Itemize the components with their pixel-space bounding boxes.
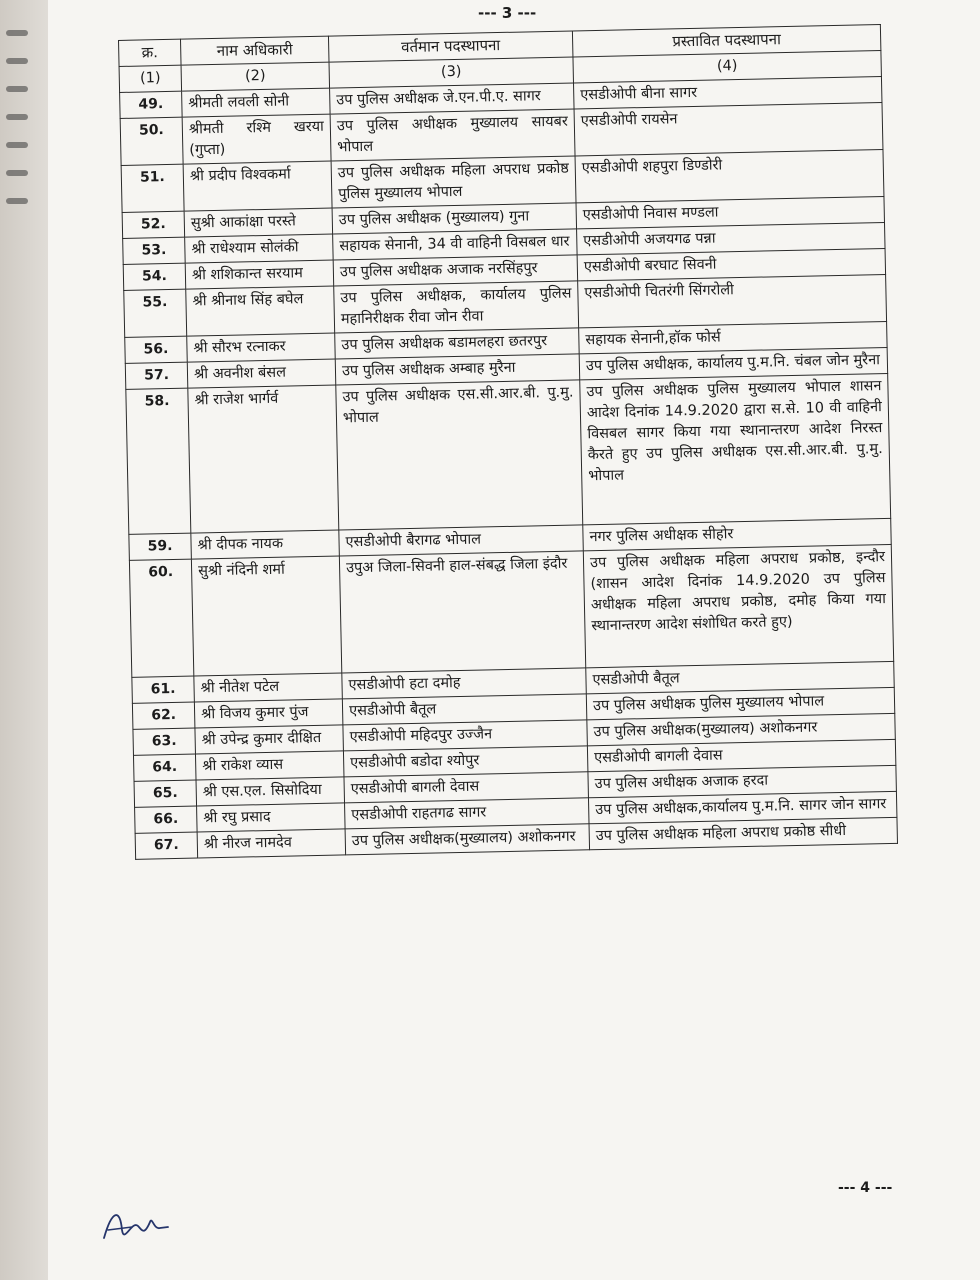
officer-name-cell: श्रीमती लवली सोनी xyxy=(182,88,331,117)
binding-mark xyxy=(6,30,28,36)
serial-cell: 59. xyxy=(129,533,192,560)
serial-cell: 53. xyxy=(123,237,186,264)
serial-cell: 67. xyxy=(135,832,198,859)
serial-cell: 56. xyxy=(125,336,188,363)
serial-cell: 63. xyxy=(133,728,196,755)
proposed-posting-cell: एसडीओपी बरघाट सिवनी xyxy=(577,248,885,280)
current-posting-cell: उप पुलिस अधीक्षक मुख्यालय सायबर भोपाल xyxy=(330,109,575,161)
proposed-posting-cell: उप पुलिस अधीक्षक,कार्यालय पु.म.नि. सागर जोन सागर xyxy=(588,791,896,823)
current-posting-cell: उप पुलिस अधीक्षक(मुख्यालय) अशोकनगर xyxy=(345,824,589,855)
officer-name-cell: श्री प्रदीप विश्वकर्मा xyxy=(183,161,332,211)
officer-name-cell: श्री श्रीनाथ सिंह बघेल xyxy=(186,286,335,336)
officer-name-cell: श्री विजय कुमार पुंज xyxy=(194,699,343,728)
proposed-posting-cell: उप पुलिस अधीक्षक, कार्यालय पु.म.नि. चंबल जोन मुरैना xyxy=(579,347,887,379)
officer-name-cell: श्री अवनीश बंसल xyxy=(187,359,336,388)
header-officer-name: नाम अधिकारी xyxy=(180,36,329,65)
proposed-posting-cell: एसडीओपी अजयगढ पन्ना xyxy=(577,222,885,254)
current-posting-cell: एसडीओपी बैरागढ भोपाल xyxy=(339,525,583,556)
officer-name-cell: श्री राकेश व्यास xyxy=(195,751,344,780)
current-posting-cell: उपुअ जिला-सिवनी हाल-संबद्ध जिला इंदौर xyxy=(339,551,585,673)
serial-cell: 58. xyxy=(126,388,191,534)
binding-mark xyxy=(6,142,28,148)
proposed-posting-cell: एसडीओपी रायसेन xyxy=(574,103,883,156)
proposed-posting-cell: उप पुलिस अधीक्षक(मुख्यालय) अशोकनगर xyxy=(587,713,895,745)
proposed-posting-cell: उप पुलिस अधीक्षक पुलिस मुख्यालय भोपाल xyxy=(586,687,894,719)
column-number: (3) xyxy=(329,57,573,88)
header-serial: क्र. xyxy=(119,39,182,66)
current-posting-cell: उप पुलिस अधीक्षक एस.सी.आर.बी. पु.मु. भोपाल xyxy=(336,380,583,530)
binding-mark xyxy=(6,86,28,92)
signature-mark xyxy=(98,1200,178,1250)
proposed-posting-cell: सहायक सेनानी,हॉक फोर्स xyxy=(579,321,887,353)
header-proposed-posting: प्रस्तावित पदस्थापना xyxy=(572,25,880,57)
serial-cell: 52. xyxy=(122,211,185,238)
serial-cell: 66. xyxy=(135,806,198,833)
officer-name-cell: श्री नीरज नामदेव xyxy=(197,829,346,858)
officer-name-cell: सुश्री नंदिनी शर्मा xyxy=(191,556,341,676)
current-posting-cell: उप पुलिस अधीक्षक, कार्यालय पुलिस महानिरीक्षक रीवा जोन रीवा xyxy=(334,281,579,333)
officer-name-cell: श्री दीपक नायक xyxy=(191,530,340,559)
current-posting-cell: एसडीओपी महिदपुर उज्जैन xyxy=(343,720,587,751)
serial-cell: 50. xyxy=(120,117,183,165)
officer-name-cell: श्री सौरभ रत्नाकर xyxy=(187,333,336,362)
proposed-posting-cell: उप पुलिस अधीक्षक महिला अपराध प्रकोष्ठ सीधी xyxy=(589,817,897,849)
officer-name-cell: श्री नीतेश पटेल xyxy=(194,673,343,702)
proposed-posting-cell: एसडीओपी बागली देवास xyxy=(587,739,895,771)
current-posting-cell: एसडीओपी हटा दमोह xyxy=(342,668,586,699)
binding-mark xyxy=(6,114,28,120)
officer-name-cell: श्री रघु प्रसाद xyxy=(197,803,346,832)
posting-table xyxy=(118,24,898,860)
serial-cell: 54. xyxy=(123,263,186,290)
serial-cell: 55. xyxy=(124,289,187,337)
current-posting-cell: उप पुलिस अधीक्षक अजाक नरसिंहपुर xyxy=(333,255,577,286)
proposed-posting-cell: नगर पुलिस अधीक्षक सीहोर xyxy=(583,518,891,550)
serial-cell: 65. xyxy=(134,780,197,807)
current-posting-cell: उप पुलिस अधीक्षक महिला अपराध प्रकोष्ठ पुलिस मुख्यालय भोपाल xyxy=(331,156,576,208)
page-number-top: --- 3 --- xyxy=(478,4,537,22)
current-posting-cell: उप पुलिस अधीक्षक बडामलहरा छतरपुर xyxy=(335,328,579,359)
proposed-posting-cell: एसडीओपी चितरंगी सिंगरोली xyxy=(578,274,887,327)
column-number: (4) xyxy=(573,51,881,83)
current-posting-cell: उप पुलिस अधीक्षक जे.एन.पी.ए. सागर xyxy=(330,83,574,114)
serial-cell: 57. xyxy=(125,362,188,389)
binding-mark xyxy=(6,198,28,204)
serial-cell: 62. xyxy=(132,702,195,729)
header-current-posting: वर्तमान पदस्थापना xyxy=(328,31,572,62)
serial-cell: 51. xyxy=(121,164,184,212)
table-row xyxy=(129,544,893,677)
proposed-posting-cell: एसडीओपी बैतूल xyxy=(586,661,894,693)
proposed-posting-cell: एसडीओपी बीना सागर xyxy=(573,77,881,109)
proposed-posting-cell: एसडीओपी शहपुरा डिण्डोरी xyxy=(575,150,884,203)
current-posting-cell: उप पुलिस अधीक्षक अम्बाह मुरैना xyxy=(335,354,579,385)
proposed-posting-cell: एसडीओपी निवास मण्डला xyxy=(576,196,884,228)
binding-mark xyxy=(6,170,28,176)
officer-name-cell: श्रीमती रश्मि खरया (गुप्ता) xyxy=(182,114,331,164)
serial-cell: 49. xyxy=(120,91,183,118)
officer-name-cell: सुश्री आकांक्षा परस्ते xyxy=(184,208,333,237)
officer-name-cell: श्री राधेश्याम सोलंकी xyxy=(185,234,334,263)
page-number-bottom: --- 4 --- xyxy=(838,1180,893,1196)
serial-cell: 60. xyxy=(129,559,193,677)
proposed-posting-cell: उप पुलिस अधीक्षक पुलिस मुख्यालय भोपाल शासन आदेश दिनांक 14.9.2020 द्वारा स.से. 10 वी वाहिनी विसबल सागर किया गया स्थानान्तरण आदेश निरस्त कैरते हुए उप पुलिस अधीक्षक एस.सी.आर.बी. पु.मु. भोपाल xyxy=(580,373,891,524)
proposed-posting-cell: उप पुलिस अधीक्षक अजाक हरदा xyxy=(588,765,896,797)
serial-cell: 61. xyxy=(132,676,195,703)
officer-name-cell: श्री उपेन्द्र कुमार दीक्षित xyxy=(195,725,344,754)
column-number: (2) xyxy=(181,62,330,91)
column-number: (1) xyxy=(119,65,182,92)
current-posting-cell: एसडीओपी बैतूल xyxy=(342,694,586,725)
binding-mark xyxy=(6,58,28,64)
officer-name-cell: श्री राजेश भार्गर्व xyxy=(188,385,339,533)
officer-name-cell: श्री एस.एल. सिसोदिया xyxy=(196,777,345,806)
proposed-posting-cell: उप पुलिस अधीक्षक महिला अपराध प्रकोष्ठ, इन्दौर (शासन आदेश दिनांक 14.9.2020 उप पुलिस अधीक्षक महिला अपराध प्रकोष्ठ, दमोह किया गया स्थानान्तरण आदेश संशोधित करते हुए) xyxy=(583,544,893,667)
current-posting-cell: एसडीओपी बडोदा श्योपुर xyxy=(343,746,587,777)
officer-name-cell: श्री शशिकान्त सरयाम xyxy=(185,260,334,289)
serial-cell: 64. xyxy=(133,754,196,781)
current-posting-cell: सहायक सेनानी, 34 वी वाहिनी विसबल धार xyxy=(333,229,577,260)
table-row xyxy=(126,373,891,534)
current-posting-cell: एसडीओपी राहतगढ सागर xyxy=(345,798,589,829)
current-posting-cell: उप पुलिस अधीक्षक (मुख्यालय) गुना xyxy=(332,203,576,234)
current-posting-cell: एसडीओपी बागली देवास xyxy=(344,772,588,803)
